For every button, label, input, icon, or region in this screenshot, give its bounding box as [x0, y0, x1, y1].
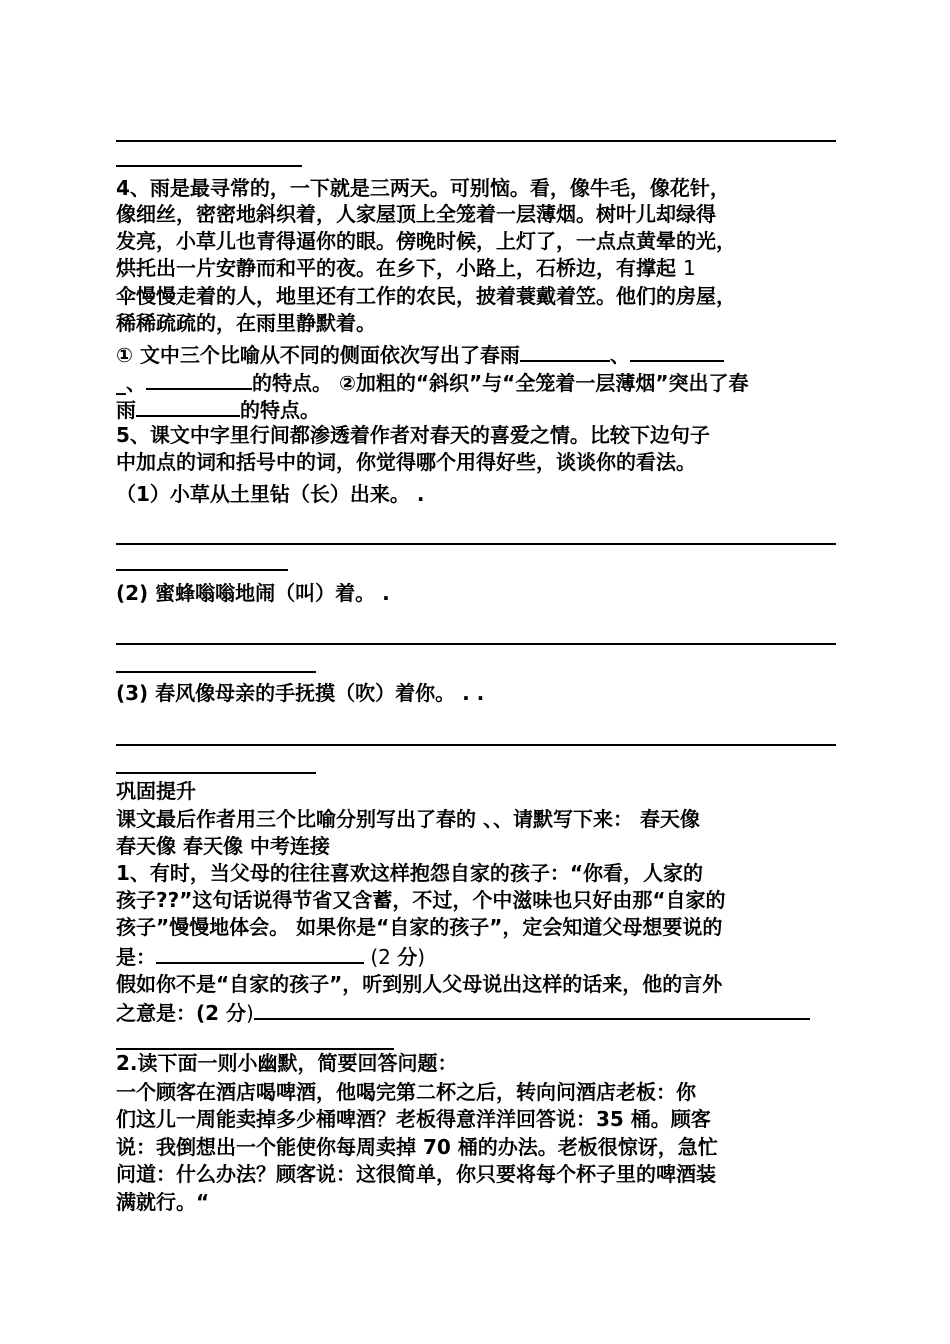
score-text: (2 [364, 945, 398, 969]
exam-q2-line: 说：我倒想出一个能使你每周卖掉 70 桶的办法。老板很惊讶，急忙 [116, 1135, 718, 1159]
answer-line[interactable] [116, 643, 836, 645]
score-close: ) [246, 1001, 254, 1025]
blank-field[interactable] [520, 340, 610, 362]
q5-stem-line: 5、课文中字里行间都渗透着作者对春天的喜爱之情。比较下边句子 [116, 423, 710, 447]
q5-item: (3) 春风像母亲的手抚摸（吹）着你。 . . [116, 681, 485, 705]
blank-field[interactable] [630, 340, 724, 362]
q4-sub3-line [116, 395, 320, 423]
consolidate-line: 课文最后作者用三个比喻分别写出了春的 、、请默写下来： 春天像 [116, 807, 700, 831]
q4-sub1-text: ① 文中三个比喻从不同的侧面依次写出了春雨 [116, 343, 520, 367]
q5-item: (2) 蜜蜂嗡嗡地闹（叫）着。 . [116, 581, 390, 605]
score-unit: 分 [397, 945, 418, 969]
q5-stem-line: 中加点的词和括号中的词，你觉得哪个用得好些，谈谈你的看法。 [116, 450, 696, 474]
exam-q1-answer-line [116, 998, 810, 1026]
answer-line[interactable] [116, 744, 836, 746]
q4-sub3-text: 雨 [116, 398, 136, 422]
answer-prefix: 之意是：(2 [116, 1001, 227, 1025]
q5-item: （1）小草从土里钻（长）出来。 . [116, 482, 425, 506]
q4-sub1-line [116, 340, 724, 368]
blank-field[interactable] [254, 998, 810, 1020]
q4-passage-line: 稀稀疏疏的，在雨里静默着。 [116, 311, 376, 335]
score-close: ) [417, 945, 426, 969]
exam-q1-line: 孩子??”这句话说得节省又含蓄，不过，个中滋味也只好由那“自家的 [116, 888, 726, 912]
answer-line [116, 140, 836, 142]
answer-line[interactable] [116, 543, 836, 545]
exam-q2-line: 们这儿一周能卖掉多少桶啤酒？老板得意洋洋回答说：35 桶。顾客 [116, 1107, 711, 1131]
exam-q1-line: 假如你不是“自家的孩子”，听到别人父母说出这样的话来，他的言外 [116, 972, 723, 996]
answer-line-short [116, 165, 302, 167]
exam-q2-line: 一个顾客在酒店喝啤酒，他喝完第二杯之后，转向问酒店老板：你 [116, 1080, 696, 1104]
exam-q2-heading: 2.读下面一则小幽默，简要回答问题： [116, 1051, 458, 1075]
section-heading: 巩固提升 [116, 779, 196, 803]
q4-passage-line: 4、雨是最寻常的，一下就是三两天。可别恼。看，像牛毛，像花针， [116, 176, 730, 200]
score-unit: 分 [226, 1001, 247, 1025]
q4-sub3-tail: 的特点。 [240, 398, 320, 422]
q4-passage-line: 发亮，小草儿也青得逼你的眼。傍晚时候，上灯了，一点点黄晕的光， [116, 229, 736, 253]
blank-field[interactable] [136, 395, 240, 417]
separator: _、 [116, 371, 146, 395]
blank-field[interactable] [156, 942, 364, 964]
page-marker: 1 [682, 256, 696, 280]
exam-q1-line: 1、有时，当父母的往往喜欢这样抱怨自家的孩子：“你看，人家的 [116, 861, 704, 885]
q4-passage-line: 像细丝，密密地斜织着，人家屋顶上全笼着一层薄烟。树叶儿却绿得 [116, 202, 716, 226]
q4-passage-line [116, 255, 696, 281]
separator: 、 [609, 343, 630, 367]
exam-q1-line: 孩子”慢慢地体会。 如果你是“自家的孩子”，定会知道父母想要说的 [116, 915, 723, 939]
q4-sub2-line [116, 368, 748, 396]
answer-line-short [116, 772, 316, 774]
exam-q2-line: 满就行。“ [116, 1190, 210, 1214]
q4-passage-text: 烘托出一片安静而和平的夜。在乡下，小路上，石桥边，有撑起 [116, 256, 676, 280]
exam-q1-answer-line [116, 942, 425, 970]
exam-q2-line: 问道：什么办法？顾客说：这很简单，你只要将每个杯子里的啤酒装 [116, 1162, 716, 1186]
blank-field[interactable] [146, 368, 252, 390]
answer-line-short [116, 569, 288, 571]
q4-sub2-text: 的特点。 ②加粗的“斜织”与“全笼着一层薄烟”突出了春 [252, 371, 749, 395]
q4-passage-line: 伞慢慢走着的人，地里还有工作的农民，披着蓑戴着笠。他们的房屋， [116, 284, 736, 308]
answer-line-short [116, 671, 316, 673]
answer-prefix: 是： [116, 945, 156, 969]
consolidate-line: 春天像 春天像 中考连接 [116, 834, 330, 858]
